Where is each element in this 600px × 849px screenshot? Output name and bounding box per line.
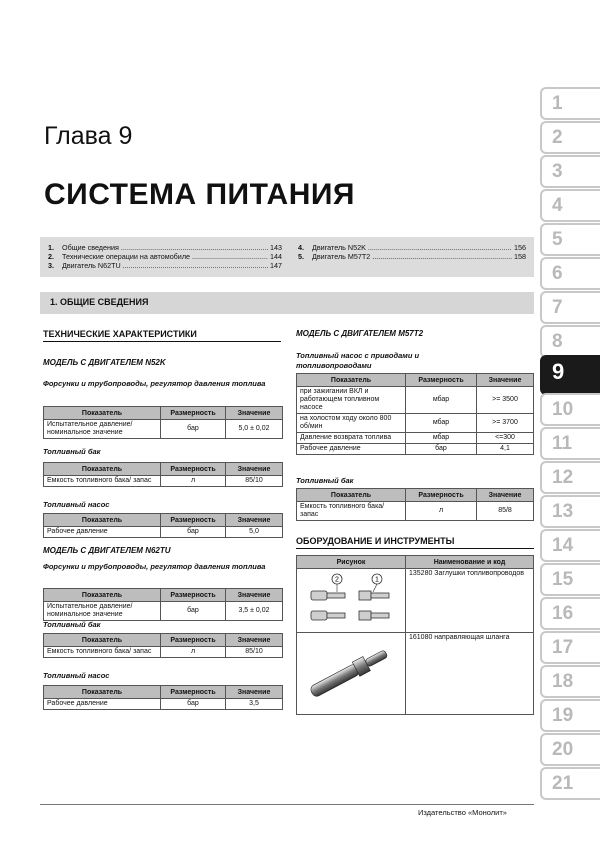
- table-row: [44, 420, 283, 439]
- toc-page: 147: [270, 261, 282, 270]
- tech-specs-heading: ТЕХНИЧЕСКИЕ ХАРАКТЕРИСТИКИ: [43, 329, 281, 342]
- table-header-row: [44, 514, 283, 527]
- tab-label: 15: [552, 569, 574, 590]
- value-cell: <=300: [477, 433, 534, 444]
- toc-num: 1.: [48, 243, 54, 252]
- col-param: Показатель: [44, 463, 161, 476]
- table-row: [44, 647, 283, 658]
- param-cell: Емкость топливного бака/ запас: [297, 502, 406, 521]
- toc-item[interactable]: [48, 252, 286, 261]
- unit-cell: бар: [406, 444, 477, 455]
- value-cell: >= 3700: [477, 414, 534, 433]
- param-cell: Испытательное давление/ номинальное значение: [44, 602, 161, 621]
- table-row: [44, 602, 283, 621]
- toc-page: 143: [270, 243, 282, 252]
- n62tu-tank-heading: Топливный бак: [43, 620, 101, 629]
- col-name: Наименование и код: [406, 556, 534, 569]
- col-param: Показатель: [44, 514, 161, 527]
- tab-label: 1: [552, 93, 563, 114]
- n52k-heading: МОДЕЛЬ С ДВИГАТЕЛЕМ N52K: [43, 358, 166, 367]
- value-cell: >= 3500: [477, 387, 534, 414]
- n62tu-pump-heading: Топливный насос: [43, 671, 110, 680]
- toc-num: 2.: [48, 252, 54, 261]
- toc-item[interactable]: [48, 261, 286, 270]
- param-cell: Рабочее давление: [44, 699, 161, 710]
- section-title: 1. ОБЩИЕ СВЕДЕНИЯ: [50, 297, 149, 307]
- table-row: [297, 414, 534, 433]
- col-unit: Размерность: [161, 407, 226, 420]
- n62tu-injectors-table: [43, 588, 283, 621]
- n52k-tank-table: [43, 462, 283, 487]
- tab-label: 13: [552, 501, 574, 522]
- chapter-tab-13[interactable]: [540, 495, 600, 528]
- value-cell: 85/10: [226, 647, 283, 658]
- tab-label: 7: [552, 297, 563, 318]
- chapter-tab-18[interactable]: [540, 665, 600, 698]
- table-header-row: [44, 407, 283, 420]
- col-unit: Размерность: [161, 514, 226, 527]
- param-cell: Давление возврата топлива: [297, 433, 406, 444]
- toc-text: Двигатель M57T2 .....: [312, 252, 512, 261]
- section-header: [40, 292, 534, 314]
- value-cell: 4,1: [477, 444, 534, 455]
- chapter-tab-8[interactable]: [540, 325, 600, 358]
- unit-cell: л: [161, 476, 226, 487]
- toc-item[interactable]: [298, 252, 528, 261]
- col-param: Показатель: [44, 589, 161, 602]
- tab-label: 21: [552, 773, 574, 794]
- param-cell: Испытательное давление/ номинальное значение: [44, 420, 161, 439]
- tab-label: 20: [552, 739, 574, 760]
- tab-label: 2: [552, 127, 563, 148]
- chapter-tab-2[interactable]: [540, 121, 600, 154]
- param-cell: при зажигании ВКЛ и работающем топливном насосе: [297, 387, 406, 414]
- chapter-tab-5[interactable]: [540, 223, 600, 256]
- chapter-tab-6[interactable]: [540, 257, 600, 290]
- param-cell: на холостом ходу около 800 об/мин: [297, 414, 406, 433]
- col-value: Значение: [226, 463, 283, 476]
- unit-cell: мбар: [406, 414, 477, 433]
- col-unit: Размерность: [161, 589, 226, 602]
- unit-cell: бар: [161, 527, 226, 538]
- chapter-title: СИСТЕМА ПИТАНИЯ: [44, 178, 355, 211]
- col-param: Показатель: [297, 374, 406, 387]
- col-param: Показатель: [44, 686, 161, 699]
- tab-label: 12: [552, 467, 574, 488]
- table-row: [44, 527, 283, 538]
- tab-label: 18: [552, 671, 574, 692]
- m57t2-pump-table: [296, 373, 534, 455]
- toc-text: Двигатель N62TU .....: [62, 261, 268, 270]
- toc-right-column: [298, 243, 528, 261]
- table-header-row: [44, 463, 283, 476]
- tab-label: 3: [552, 161, 563, 182]
- col-unit: Размерность: [161, 634, 226, 647]
- param-cell: Емкость топливного бака/ запас: [44, 476, 161, 487]
- toc-text: Технические операции на автомобиле .....: [62, 252, 268, 261]
- table-header-row: [44, 686, 283, 699]
- m57t2-pump-heading: Топливный насос с приводами и топливопроводами: [296, 351, 420, 370]
- tab-label: 6: [552, 263, 563, 284]
- toc-page: 144: [270, 252, 282, 261]
- table-header-row: [297, 556, 534, 569]
- chapter-tab-1[interactable]: [540, 87, 600, 120]
- chapter-tab-14[interactable]: [540, 529, 600, 562]
- chapter-tab-17[interactable]: [540, 631, 600, 664]
- n52k-pump-heading: Топливный насос: [43, 500, 110, 509]
- toc-num: 5.: [298, 252, 304, 261]
- tab-label: 5: [552, 229, 563, 250]
- tab-label: 16: [552, 603, 574, 624]
- n52k-injectors-table: [43, 406, 283, 439]
- hose-guide-illustration: [297, 633, 401, 711]
- chapter-tab-9-active[interactable]: [540, 355, 600, 395]
- chapter-tab-11[interactable]: [540, 427, 600, 460]
- chapter-tab-3[interactable]: [540, 155, 600, 188]
- col-unit: Размерность: [161, 463, 226, 476]
- unit-cell: л: [161, 647, 226, 658]
- toc-num: 3.: [48, 261, 54, 270]
- toc-page: 156: [514, 243, 526, 252]
- value-cell: 5,0: [226, 527, 283, 538]
- chapter-tab-15[interactable]: [540, 563, 600, 596]
- table-row: [297, 633, 534, 715]
- chapter-label: Глава 9: [44, 122, 133, 150]
- col-param: Показатель: [297, 489, 406, 502]
- col-value: Значение: [226, 407, 283, 420]
- table-header-row: [44, 634, 283, 647]
- table-row: [44, 476, 283, 487]
- col-param: Показатель: [44, 407, 161, 420]
- chapter-tab-20[interactable]: [540, 733, 600, 766]
- col-param: Показатель: [44, 634, 161, 647]
- unit-cell: мбар: [406, 387, 477, 414]
- chapter-tab-21[interactable]: [540, 767, 600, 800]
- toc-text: Двигатель N52K .....: [312, 243, 512, 252]
- table-row: [297, 502, 534, 521]
- param-cell: Рабочее давление: [297, 444, 406, 455]
- equipment-heading: ОБОРУДОВАНИЕ И ИНСТРУМЕНТЫ: [296, 536, 534, 549]
- table-header-row: [297, 489, 534, 502]
- table-row: [44, 699, 283, 710]
- table-row: [297, 387, 534, 414]
- value-cell: 3,5 ± 0,02: [226, 602, 283, 621]
- publisher-footer: Издательство «Монолит»: [418, 808, 507, 817]
- col-value: Значение: [477, 489, 534, 502]
- toc-left-column: [48, 243, 286, 270]
- param-cell: Емкость топливного бака/ запас: [44, 647, 161, 658]
- col-unit: Размерность: [406, 489, 477, 502]
- fuel-line-plugs-illustration: [297, 569, 401, 629]
- m57t2-heading: МОДЕЛЬ С ДВИГАТЕЛЕМ M57T2: [296, 329, 424, 338]
- n52k-tank-heading: Топливный бак: [43, 447, 101, 456]
- col-value: Значение: [226, 589, 283, 602]
- image-cell: [297, 569, 406, 633]
- value-cell: 5,0 ± 0,02: [226, 420, 283, 439]
- col-value: Значение: [226, 634, 283, 647]
- n62tu-heading: МОДЕЛЬ С ДВИГАТЕЛЕМ N62TU: [43, 546, 171, 555]
- chapter-tab-19[interactable]: [540, 699, 600, 732]
- n52k-injectors-heading: Форсунки и трубопроводы, регулятор давления топлива: [43, 379, 266, 388]
- col-value: Значение: [226, 514, 283, 527]
- n62tu-pump-table: [43, 685, 283, 710]
- n52k-pump-table: [43, 513, 283, 538]
- param-cell: Рабочее давление: [44, 527, 161, 538]
- toc-item[interactable]: [298, 243, 528, 252]
- name-cell: 161080 направляющая шланга: [406, 633, 534, 715]
- tab-label: 19: [552, 705, 574, 726]
- chapter-tab-10[interactable]: [540, 393, 600, 426]
- chapter-tab-16[interactable]: [540, 597, 600, 630]
- chapter-tab-4[interactable]: [540, 189, 600, 222]
- table-header-row: [297, 374, 534, 387]
- chapter-tab-7[interactable]: [540, 291, 600, 324]
- table-header-row: [44, 589, 283, 602]
- col-value: Значение: [477, 374, 534, 387]
- unit-cell: бар: [161, 602, 226, 621]
- unit-cell: бар: [161, 699, 226, 710]
- col-unit: Размерность: [161, 686, 226, 699]
- chapter-tab-12[interactable]: [540, 461, 600, 494]
- col-value: Значение: [226, 686, 283, 699]
- callout-label-2: 2: [335, 576, 339, 584]
- tab-label: 10: [552, 399, 574, 420]
- tab-label: 8: [552, 331, 563, 352]
- m57t2-tank-heading: Топливный бак: [296, 476, 354, 485]
- col-image: Рисунок: [297, 556, 406, 569]
- footer-divider: [40, 804, 534, 805]
- value-cell: 85/8: [477, 502, 534, 521]
- value-cell: 3,5: [226, 699, 283, 710]
- n62tu-tank-table: [43, 633, 283, 658]
- m57t2-tank-table: [296, 488, 534, 521]
- tab-label: 4: [552, 195, 563, 216]
- toc-text: Общие сведения .....: [62, 243, 268, 252]
- toc-num: 4.: [298, 243, 304, 252]
- toc-item[interactable]: [48, 243, 286, 252]
- tab-label: 14: [552, 535, 574, 556]
- tab-label: 17: [552, 637, 574, 658]
- col-unit: Размерность: [406, 374, 477, 387]
- callout-label-1: 1: [375, 576, 379, 584]
- table-row: [297, 569, 534, 633]
- equipment-table: [296, 555, 534, 715]
- table-row: [297, 444, 534, 455]
- value-cell: 85/10: [226, 476, 283, 487]
- unit-cell: бар: [161, 420, 226, 439]
- unit-cell: мбар: [406, 433, 477, 444]
- name-cell: 135280 Заглушки топливопроводов: [406, 569, 534, 633]
- table-of-contents: [40, 237, 534, 277]
- tab-label: 11: [552, 433, 573, 454]
- unit-cell: л: [406, 502, 477, 521]
- n62tu-injectors-heading: Форсунки и трубопроводы, регулятор давления топлива: [43, 562, 266, 571]
- table-row: [297, 433, 534, 444]
- toc-page: 158: [514, 252, 526, 261]
- image-cell: [297, 633, 406, 715]
- tab-label: 9: [552, 359, 565, 384]
